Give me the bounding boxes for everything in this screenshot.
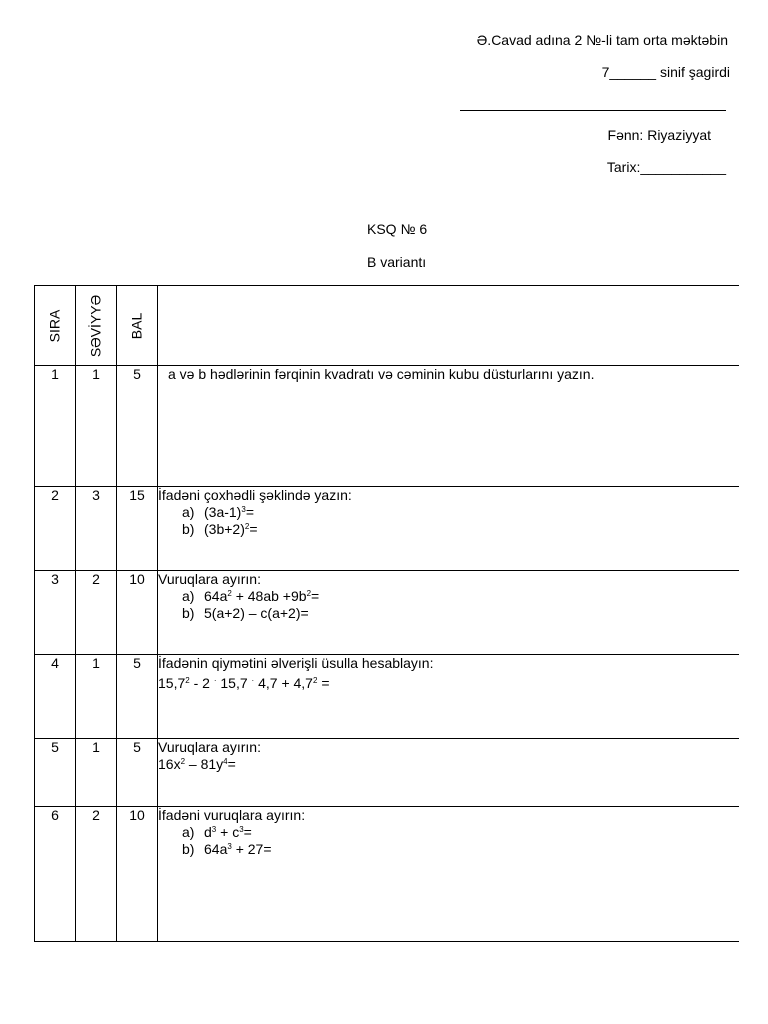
task-item: a) $d^3 + c^3=$ bbox=[182, 824, 252, 840]
table-row bbox=[35, 739, 739, 807]
table-row bbox=[35, 366, 739, 487]
date-label: Tarix:___________ bbox=[606, 159, 726, 175]
task-text: İfadəni çoxhədli şəklində yazın: bbox=[158, 487, 352, 503]
row-sira: 6 bbox=[35, 807, 76, 942]
col-sira-label: SIRA bbox=[46, 309, 63, 342]
header-seviyye bbox=[76, 286, 117, 366]
task-text: İfadəni vuruqlara ayırın: bbox=[158, 807, 306, 823]
row-seviyye: 2 bbox=[76, 807, 117, 942]
task-text: a və b hədlərinin fərqinin kvadratı və cəminin kubu düsturlarını yazın. bbox=[168, 366, 595, 382]
class-line: 7______ sinif şagirdi bbox=[601, 64, 730, 80]
row-bal: 10 bbox=[117, 807, 158, 942]
task-formula: $16x^2 - 81y^4=$ bbox=[158, 756, 236, 772]
task-item: b) $64a^3 + 27=$ bbox=[182, 841, 272, 857]
row-seviyye: 1 bbox=[76, 739, 117, 807]
variant-title: B variantı bbox=[367, 254, 427, 270]
table-row bbox=[35, 655, 739, 739]
header-task bbox=[158, 286, 739, 366]
row-seviyye: 3 bbox=[76, 487, 117, 571]
row-task bbox=[158, 655, 739, 739]
row-task bbox=[158, 739, 739, 807]
task-text: Vuruqlara ayırın: bbox=[158, 571, 261, 587]
task-formula: 15,7$^2$ - 2 · 15,7 · $4,7 + 4,7^2$ = bbox=[158, 675, 330, 691]
row-seviyye: 2 bbox=[76, 571, 117, 655]
test-title: KSQ № 6 bbox=[367, 221, 428, 237]
row-bal: 5 bbox=[117, 655, 158, 739]
task-text: Vuruqlara ayırın: bbox=[158, 739, 261, 755]
row-sira: 1 bbox=[35, 366, 76, 487]
row-sira: 3 bbox=[35, 571, 76, 655]
task-text: İfadənin qiymətini əlverişli üsulla hesablayın: bbox=[158, 655, 434, 671]
col-bal-label: BAL bbox=[128, 312, 145, 339]
row-task bbox=[158, 807, 739, 942]
row-bal: 10 bbox=[117, 571, 158, 655]
header-bal bbox=[117, 286, 158, 366]
task-table bbox=[34, 285, 739, 942]
row-bal: 5 bbox=[117, 366, 158, 487]
row-sira: 2 bbox=[35, 487, 76, 571]
row-task bbox=[158, 571, 739, 655]
row-sira: 5 bbox=[35, 739, 76, 807]
row-seviyye: 1 bbox=[76, 655, 117, 739]
subject-label: Fənn: Riyaziyyat bbox=[607, 127, 711, 143]
name-blank-line bbox=[460, 110, 726, 111]
row-sira: 4 bbox=[35, 655, 76, 739]
col-seviyye-label: SƏVİYYƏ bbox=[87, 294, 104, 357]
table-header-row bbox=[35, 286, 739, 366]
row-seviyye: 1 bbox=[76, 366, 117, 487]
task-item: a) $(3a-1)^3=$ bbox=[182, 504, 254, 520]
row-bal: 15 bbox=[117, 487, 158, 571]
table-row bbox=[35, 487, 739, 571]
row-task bbox=[158, 366, 739, 487]
task-item: b) $(3b+2)^2=$ bbox=[182, 521, 258, 537]
table-row bbox=[35, 571, 739, 655]
task-item: a) $64a^2 + 48ab +9b^2=$ bbox=[182, 588, 320, 604]
header-sira bbox=[35, 286, 76, 366]
row-task bbox=[158, 487, 739, 571]
row-bal: 5 bbox=[117, 739, 158, 807]
task-item: b) 5(a+2) – c(a+2)= bbox=[182, 605, 309, 621]
table-row bbox=[35, 807, 739, 942]
school-name: Ə.Cavad adına 2 №-li tam orta məktəbin bbox=[476, 32, 728, 48]
